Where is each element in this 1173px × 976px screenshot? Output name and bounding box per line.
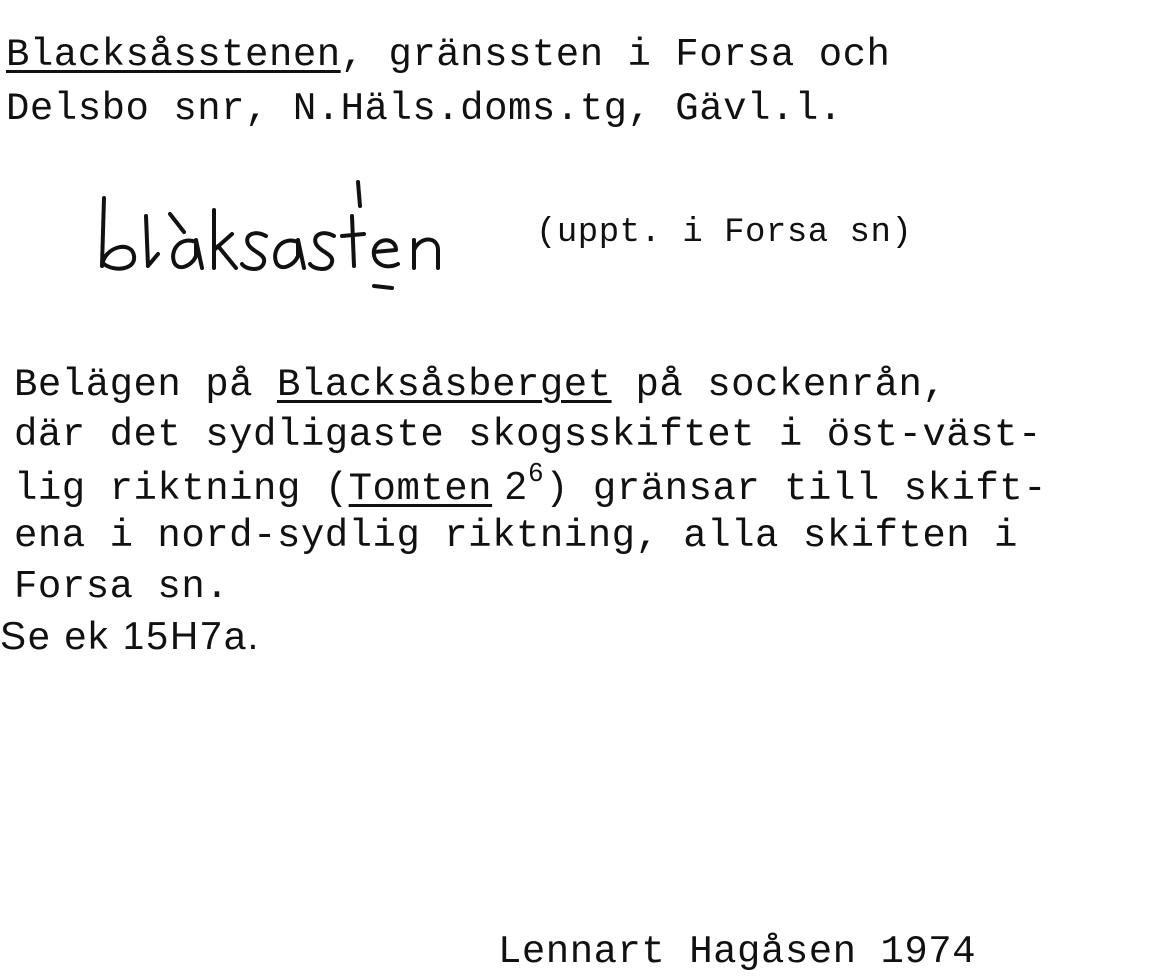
body-line-5: Forsa sn. xyxy=(14,565,230,609)
header-description: , gränssten i Forsa och xyxy=(340,33,891,77)
reference-label: Se ek xyxy=(0,615,123,658)
signature: Lennart Hagåsen 1974 xyxy=(498,930,977,974)
handwritten-pronunciation xyxy=(96,170,516,290)
body-text: på sockenrån, xyxy=(611,363,947,407)
body-line-1 xyxy=(14,363,947,407)
header-line-2: Delsbo snr, N.Häls.doms.tg, Gävl.l. xyxy=(6,87,843,131)
reference-line xyxy=(0,617,260,659)
body-line-3 xyxy=(14,457,1048,511)
headword: Blacksåsstenen xyxy=(6,33,341,77)
body-text: ) gränsar till skift- xyxy=(545,467,1048,511)
body-line-2: där det sydligaste skogsskiftet i öst-väst- xyxy=(14,413,1042,457)
body-text: lig riktning ( xyxy=(14,467,349,511)
parcel-number: 2 xyxy=(492,465,529,508)
header-line-1 xyxy=(6,33,891,77)
body-text: Belägen på xyxy=(14,363,277,407)
pronunciation-note: (uppt. i Forsa sn) xyxy=(536,214,913,252)
place-name-tomten: Tomten xyxy=(348,467,493,511)
pronunciation-row xyxy=(96,170,1096,290)
place-name-blacksasberget: Blacksåsberget xyxy=(276,363,612,407)
body-line-4: ena i nord-sydlig riktning, alla skiften i xyxy=(14,514,1018,558)
reference-code: 15H7a. xyxy=(122,615,261,658)
parcel-superscript: 6 xyxy=(528,457,546,487)
